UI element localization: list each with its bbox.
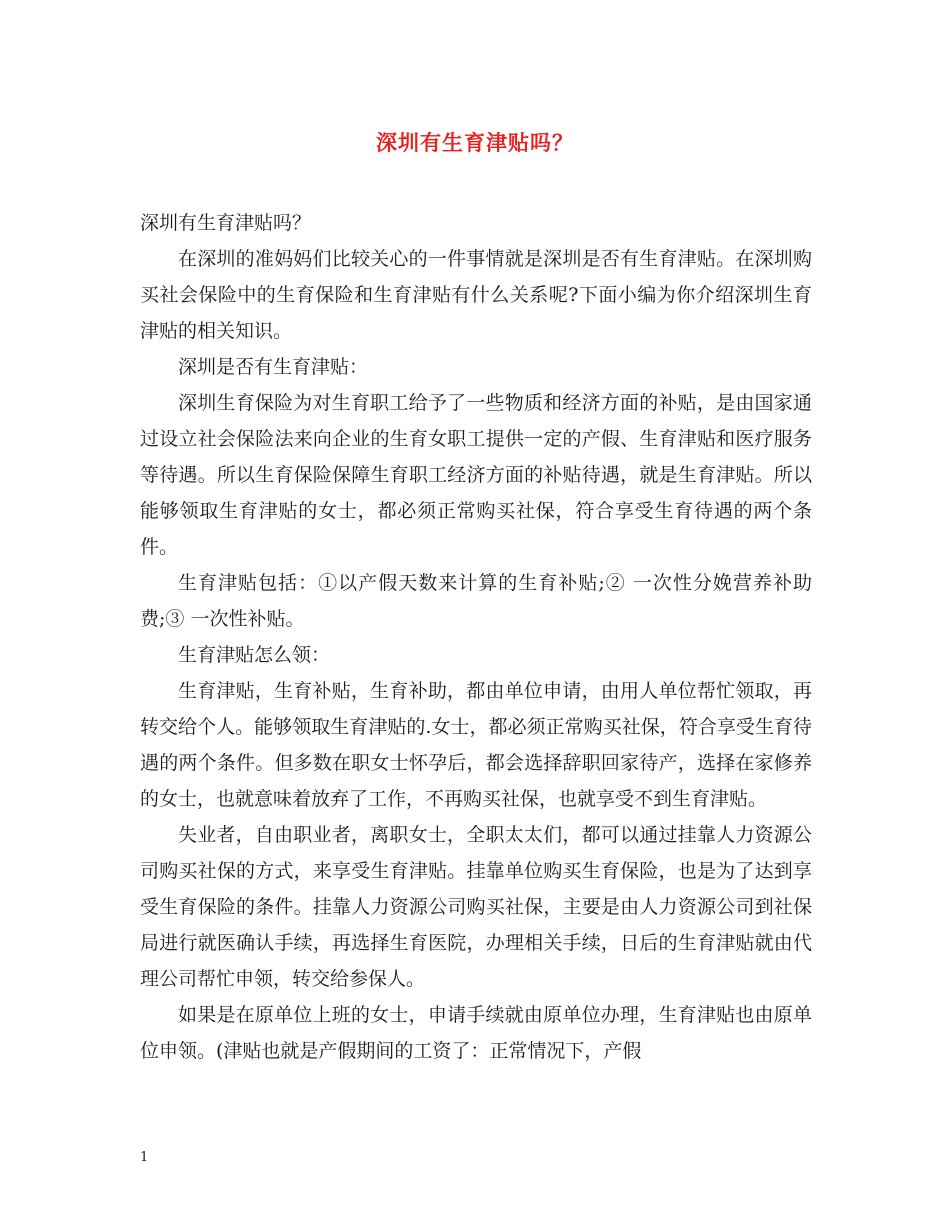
- body-paragraph-insurance: 深圳生育保险为对生育职工给予了一些物质和经济方面的补贴，是由国家通过设立社会保险法来向企业的生育女职工提供一定的产假、生育津贴和医疗服务等待遇。所以生育保险保障生育职工经济方面的补贴待遇，就是生育津贴。所以能够领取生育津贴的女士，都必须正常购买社保，符合享受生育待遇的两个条件。: [140, 392, 812, 558]
- body-paragraph-unemployed: 失业者，自由职业者，离职女士，全职太太们，都可以通过挂靠人力资源公司购买社保的方式，来享受生育津贴。挂靠单位购买生育保险，也是为了达到享受生育保险的条件。挂靠人力资源公司购买社保，主要是由人力资源公司到社保局进行就医确认手续，再选择生育医院，办理相关手续，日后的生育津贴就由代理公司帮忙申领，转交给参保人。: [140, 824, 812, 990]
- document-body: [140, 205, 812, 1069]
- document-title: 深圳有生育津贴吗？: [376, 130, 574, 155]
- section-heading-how-to-claim: 生育津贴怎么领：: [178, 644, 331, 666]
- section-heading-whether: 深圳是否有生育津贴：: [178, 356, 369, 378]
- page-number: 1: [140, 1150, 149, 1165]
- body-paragraph-question: 深圳有生育津贴吗？: [140, 212, 312, 234]
- body-paragraph-claim: 生育津贴，生育补贴，生育补助，都由单位申请，由用人单位帮忙领取，再转交给个人。能够领取生育津贴的.女士，都必须正常购买社保，符合享受生育待遇的两个条件。但多数在职女士怀孕后，都会选择辞职回家待产，选择在家修养的女士，也就意味着放弃了工作，不再购买社保，也就享受不到生育津贴。: [140, 680, 812, 810]
- body-paragraph-original-employer: 如果是在原单位上班的女士，申请手续就由原单位办理，生育津贴也由原单位申领。(津贴也就是产假期间的工资了：正常情况下，产假: [140, 1004, 812, 1062]
- body-paragraph-intro: 在深圳的准妈妈们比较关心的一件事情就是深圳是否有生育津贴。在深圳购买社会保险中的生育保险和生育津贴有什么关系呢?下面小编为你介绍深圳生育津贴的相关知识。: [140, 248, 812, 342]
- body-paragraph-includes: 生育津贴包括：①以产假天数来计算的生育补贴;② 一次性分娩营养补助费;③ 一次性补贴。: [140, 572, 812, 630]
